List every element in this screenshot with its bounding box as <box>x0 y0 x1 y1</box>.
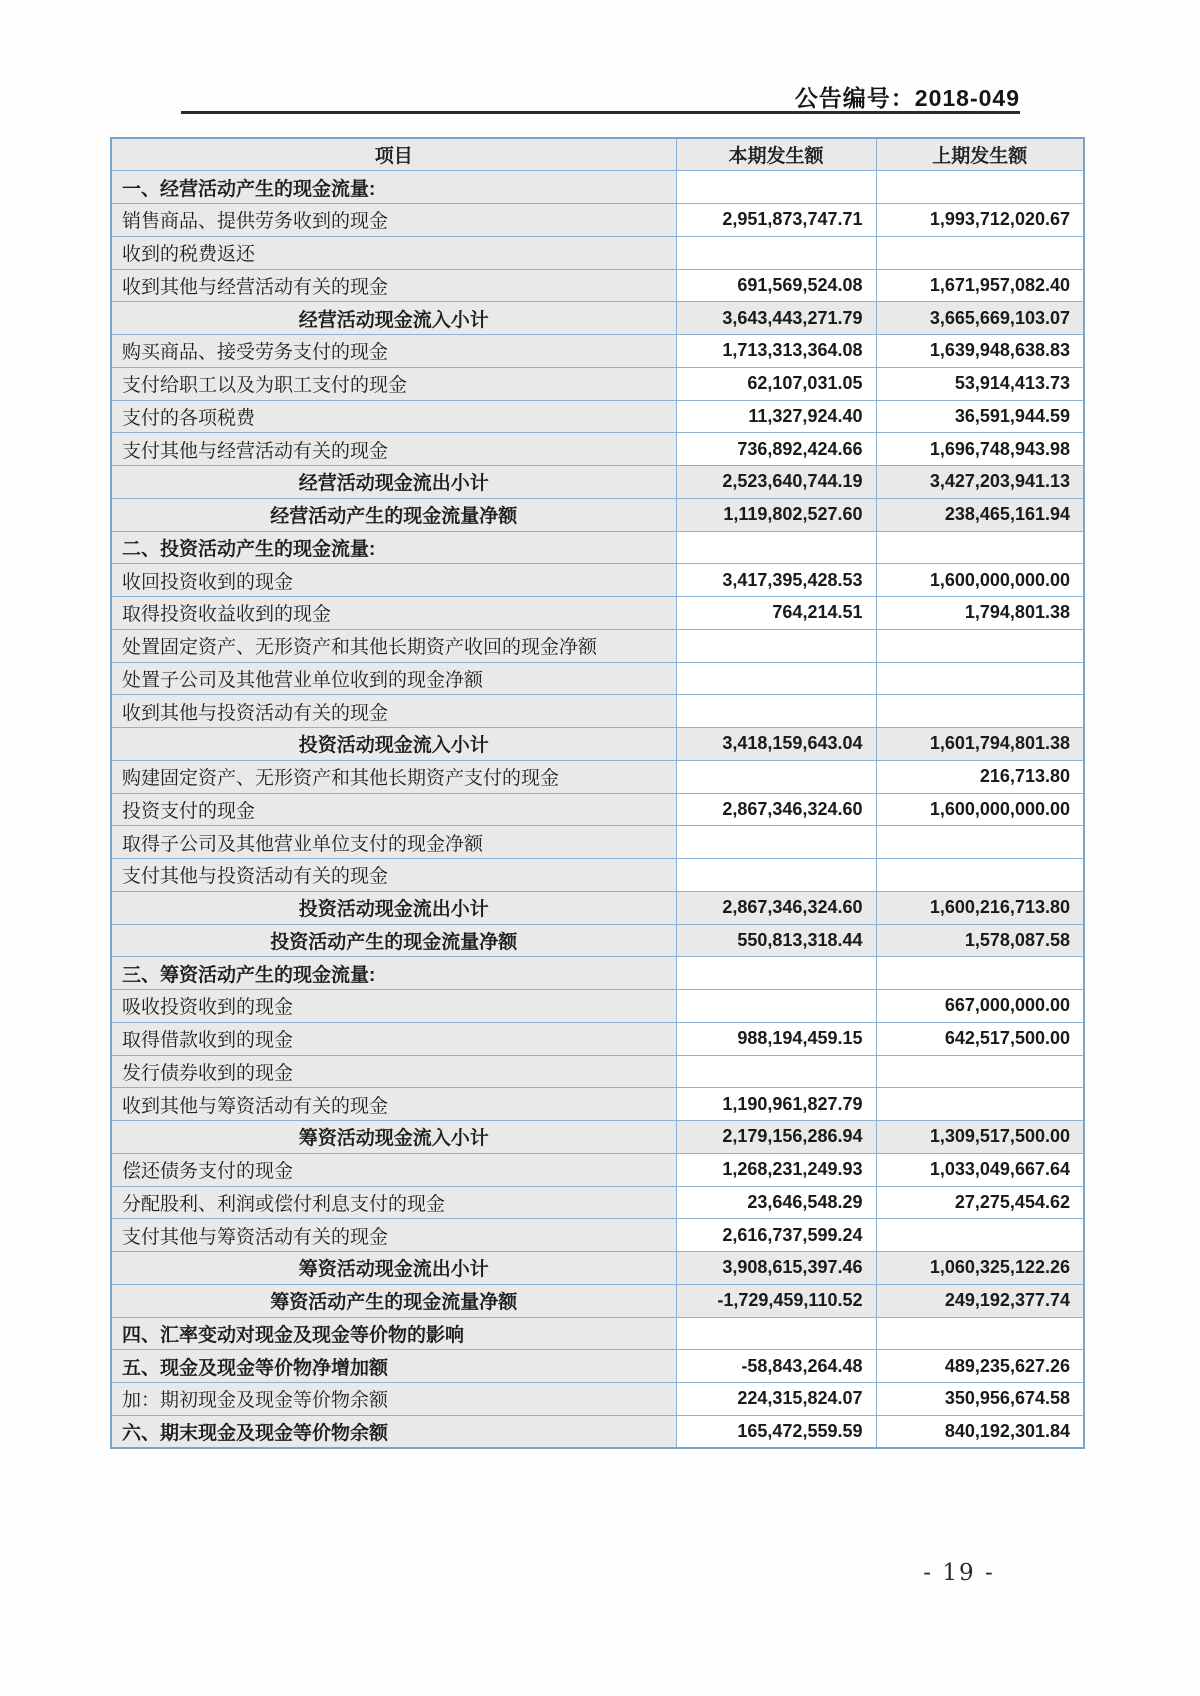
prior-amount-cell: 350,956,674.58 <box>876 1383 1084 1416</box>
table-row <box>111 302 1084 335</box>
prior-amount-cell <box>876 1317 1084 1350</box>
prior-amount-cell: 1,993,712,020.67 <box>876 204 1084 237</box>
table-row <box>111 826 1084 859</box>
table-row <box>111 957 1084 990</box>
item-label-cell: 三、筹资活动产生的现金流量: <box>111 957 676 990</box>
item-label-cell: 收到其他与经营活动有关的现金 <box>111 269 676 302</box>
prior-amount-cell: 840,192,301.84 <box>876 1415 1084 1448</box>
current-amount-cell: 3,908,615,397.46 <box>676 1252 876 1285</box>
table-body <box>111 171 1084 1448</box>
table-row <box>111 1186 1084 1219</box>
item-label-cell: 支付给职工以及为职工支付的现金 <box>111 367 676 400</box>
item-label-cell: 经营活动产生的现金流量净额 <box>111 498 676 531</box>
prior-amount-cell: 216,713.80 <box>876 760 1084 793</box>
current-amount-cell <box>676 990 876 1023</box>
table-row <box>111 1350 1084 1383</box>
prior-amount-cell <box>876 171 1084 204</box>
prior-amount-cell: 642,517,500.00 <box>876 1022 1084 1055</box>
table-row <box>111 1252 1084 1285</box>
current-amount-cell: 23,646,548.29 <box>676 1186 876 1219</box>
current-amount-cell: -58,843,264.48 <box>676 1350 876 1383</box>
prior-amount-cell: 238,465,161.94 <box>876 498 1084 531</box>
current-amount-cell: 691,569,524.08 <box>676 269 876 302</box>
current-amount-cell: 1,713,313,364.08 <box>676 335 876 368</box>
item-label-cell: 经营活动现金流出小计 <box>111 466 676 499</box>
table-row <box>111 1121 1084 1154</box>
table-row <box>111 695 1084 728</box>
prior-amount-cell: 1,601,794,801.38 <box>876 728 1084 761</box>
item-label-cell: 分配股利、利润或偿付利息支付的现金 <box>111 1186 676 1219</box>
item-label-cell: 支付其他与投资活动有关的现金 <box>111 859 676 892</box>
current-amount-cell <box>676 957 876 990</box>
current-amount-cell: 736,892,424.66 <box>676 433 876 466</box>
prior-amount-cell: 1,639,948,638.83 <box>876 335 1084 368</box>
prior-amount-cell: 489,235,627.26 <box>876 1350 1084 1383</box>
table-row <box>111 335 1084 368</box>
prior-amount-cell: 1,309,517,500.00 <box>876 1121 1084 1154</box>
table-row <box>111 1219 1084 1252</box>
current-amount-cell <box>676 531 876 564</box>
current-amount-cell: 550,813,318.44 <box>676 924 876 957</box>
table-row <box>111 498 1084 531</box>
current-amount-cell <box>676 1055 876 1088</box>
current-amount-cell: 2,951,873,747.71 <box>676 204 876 237</box>
table-row <box>111 760 1084 793</box>
current-amount-cell: 224,315,824.07 <box>676 1383 876 1416</box>
prior-amount-cell: 3,427,203,941.13 <box>876 466 1084 499</box>
current-amount-cell: 11,327,924.40 <box>676 400 876 433</box>
item-label-cell: 偿还债务支付的现金 <box>111 1153 676 1186</box>
header-rule <box>181 111 1020 114</box>
current-amount-cell <box>676 760 876 793</box>
prior-amount-cell <box>876 859 1084 892</box>
current-amount-cell: 2,867,346,324.60 <box>676 793 876 826</box>
table-header-row <box>111 138 1084 171</box>
item-label-cell: 筹资活动现金流出小计 <box>111 1252 676 1285</box>
current-amount-cell: 165,472,559.59 <box>676 1415 876 1448</box>
item-label-cell: 经营活动现金流入小计 <box>111 302 676 335</box>
column-header-item: 项目 <box>111 138 676 171</box>
table-row <box>111 400 1084 433</box>
current-amount-cell: 1,119,802,527.60 <box>676 498 876 531</box>
current-amount-cell: 2,179,156,286.94 <box>676 1121 876 1154</box>
prior-amount-cell: 53,914,413.73 <box>876 367 1084 400</box>
item-label-cell: 投资支付的现金 <box>111 793 676 826</box>
page-number: - 19 - <box>923 1560 995 1586</box>
announcement-number: 公告编号：2018-049 <box>794 85 1020 111</box>
current-amount-cell <box>676 826 876 859</box>
item-label-cell: 购买商品、接受劳务支付的现金 <box>111 335 676 368</box>
item-label-cell: 购建固定资产、无形资产和其他长期资产支付的现金 <box>111 760 676 793</box>
prior-amount-cell <box>876 826 1084 859</box>
current-amount-cell <box>676 662 876 695</box>
item-label-cell: 发行债券收到的现金 <box>111 1055 676 1088</box>
table-row <box>111 1415 1084 1448</box>
item-label-cell: 取得子公司及其他营业单位支付的现金净额 <box>111 826 676 859</box>
current-amount-cell: 3,643,443,271.79 <box>676 302 876 335</box>
item-label-cell: 处置固定资产、无形资产和其他长期资产收回的现金净额 <box>111 629 676 662</box>
current-amount-cell: 1,190,961,827.79 <box>676 1088 876 1121</box>
prior-amount-cell <box>876 662 1084 695</box>
prior-amount-cell: 27,275,454.62 <box>876 1186 1084 1219</box>
column-header-current-period: 本期发生额 <box>676 138 876 171</box>
table-row <box>111 924 1084 957</box>
table-row <box>111 1284 1084 1317</box>
table-row <box>111 597 1084 630</box>
item-label-cell: 二、投资活动产生的现金流量: <box>111 531 676 564</box>
table-row <box>111 269 1084 302</box>
table-row <box>111 629 1084 662</box>
table-row <box>111 1153 1084 1186</box>
table-row <box>111 662 1084 695</box>
current-amount-cell: -1,729,459,110.52 <box>676 1284 876 1317</box>
current-amount-cell: 3,418,159,643.04 <box>676 728 876 761</box>
current-amount-cell <box>676 629 876 662</box>
item-label-cell: 处置子公司及其他营业单位收到的现金净额 <box>111 662 676 695</box>
table-row <box>111 236 1084 269</box>
table-row <box>111 891 1084 924</box>
column-header-prior-period: 上期发生额 <box>876 138 1084 171</box>
item-label-cell: 五、现金及现金等价物净增加额 <box>111 1350 676 1383</box>
current-amount-cell: 62,107,031.05 <box>676 367 876 400</box>
prior-amount-cell <box>876 1219 1084 1252</box>
item-label-cell: 加：期初现金及现金等价物余额 <box>111 1383 676 1416</box>
current-amount-cell: 764,214.51 <box>676 597 876 630</box>
prior-amount-cell: 1,060,325,122.26 <box>876 1252 1084 1285</box>
item-label-cell: 投资活动现金流入小计 <box>111 728 676 761</box>
prior-amount-cell: 667,000,000.00 <box>876 990 1084 1023</box>
prior-amount-cell <box>876 236 1084 269</box>
prior-amount-cell <box>876 1055 1084 1088</box>
item-label-cell: 收到的税费返还 <box>111 236 676 269</box>
item-label-cell: 投资活动现金流出小计 <box>111 891 676 924</box>
prior-amount-cell: 1,600,000,000.00 <box>876 564 1084 597</box>
item-label-cell: 支付的各项税费 <box>111 400 676 433</box>
table-row <box>111 990 1084 1023</box>
table-row <box>111 171 1084 204</box>
item-label-cell: 支付其他与筹资活动有关的现金 <box>111 1219 676 1252</box>
table-row <box>111 564 1084 597</box>
current-amount-cell <box>676 859 876 892</box>
table-row <box>111 728 1084 761</box>
table-row <box>111 1022 1084 1055</box>
current-amount-cell <box>676 1317 876 1350</box>
current-amount-cell: 3,417,395,428.53 <box>676 564 876 597</box>
item-label-cell: 筹资活动现金流入小计 <box>111 1121 676 1154</box>
prior-amount-cell <box>876 695 1084 728</box>
item-label-cell: 支付其他与经营活动有关的现金 <box>111 433 676 466</box>
item-label-cell: 一、经营活动产生的现金流量: <box>111 171 676 204</box>
table-row <box>111 367 1084 400</box>
prior-amount-cell: 1,696,748,943.98 <box>876 433 1084 466</box>
item-label-cell: 取得投资收益收到的现金 <box>111 597 676 630</box>
item-label-cell: 吸收投资收到的现金 <box>111 990 676 1023</box>
table-row <box>111 433 1084 466</box>
current-amount-cell <box>676 236 876 269</box>
item-label-cell: 取得借款收到的现金 <box>111 1022 676 1055</box>
item-label-cell: 收回投资收到的现金 <box>111 564 676 597</box>
prior-amount-cell: 1,600,000,000.00 <box>876 793 1084 826</box>
table-row <box>111 1055 1084 1088</box>
item-label-cell: 筹资活动产生的现金流量净额 <box>111 1284 676 1317</box>
table-row <box>111 859 1084 892</box>
table-row <box>111 466 1084 499</box>
current-amount-cell: 988,194,459.15 <box>676 1022 876 1055</box>
prior-amount-cell: 1,578,087.58 <box>876 924 1084 957</box>
item-label-cell: 收到其他与投资活动有关的现金 <box>111 695 676 728</box>
item-label-cell: 投资活动产生的现金流量净额 <box>111 924 676 957</box>
current-amount-cell: 1,268,231,249.93 <box>676 1153 876 1186</box>
prior-amount-cell <box>876 957 1084 990</box>
table-row <box>111 204 1084 237</box>
current-amount-cell <box>676 171 876 204</box>
prior-amount-cell <box>876 629 1084 662</box>
cash-flow-table <box>110 137 1085 1449</box>
prior-amount-cell: 3,665,669,103.07 <box>876 302 1084 335</box>
table-row <box>111 1317 1084 1350</box>
table-row <box>111 1088 1084 1121</box>
prior-amount-cell: 1,033,049,667.64 <box>876 1153 1084 1186</box>
table-row <box>111 531 1084 564</box>
table-row <box>111 793 1084 826</box>
prior-amount-cell: 1,671,957,082.40 <box>876 269 1084 302</box>
prior-amount-cell: 1,600,216,713.80 <box>876 891 1084 924</box>
table-row <box>111 1383 1084 1416</box>
item-label-cell: 销售商品、提供劳务收到的现金 <box>111 204 676 237</box>
current-amount-cell: 2,867,346,324.60 <box>676 891 876 924</box>
prior-amount-cell: 1,794,801.38 <box>876 597 1084 630</box>
prior-amount-cell: 249,192,377.74 <box>876 1284 1084 1317</box>
item-label-cell: 六、期末现金及现金等价物余额 <box>111 1415 676 1448</box>
prior-amount-cell <box>876 1088 1084 1121</box>
prior-amount-cell <box>876 531 1084 564</box>
current-amount-cell <box>676 695 876 728</box>
prior-amount-cell: 36,591,944.59 <box>876 400 1084 433</box>
current-amount-cell: 2,523,640,744.19 <box>676 466 876 499</box>
item-label-cell: 四、汇率变动对现金及现金等价物的影响 <box>111 1317 676 1350</box>
current-amount-cell: 2,616,737,599.24 <box>676 1219 876 1252</box>
item-label-cell: 收到其他与筹资活动有关的现金 <box>111 1088 676 1121</box>
